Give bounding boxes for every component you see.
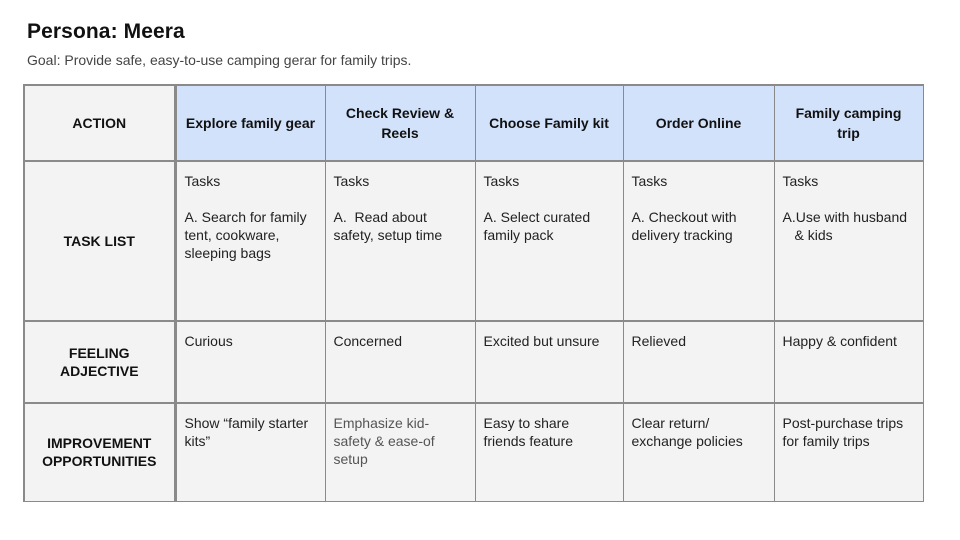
feeling-cell: Curious bbox=[175, 321, 325, 403]
action-row bbox=[24, 85, 923, 161]
stage-header: Explore family gear bbox=[175, 85, 325, 161]
row-header-improvement: IMPROVEMENT OPPORTUNITIES bbox=[24, 403, 175, 501]
task-item: A. Read about safety, setup time bbox=[333, 209, 443, 243]
task-item: A. Checkout with delivery tracking bbox=[631, 209, 737, 243]
task-cell bbox=[623, 161, 774, 321]
improvement-row bbox=[24, 403, 923, 501]
tasks-heading: Tasks bbox=[483, 173, 520, 189]
row-header-action: ACTION bbox=[24, 85, 175, 161]
tasks-heading: Tasks bbox=[782, 173, 819, 189]
tasks-heading: Tasks bbox=[631, 173, 668, 189]
stage-header: Family camping trip bbox=[774, 85, 923, 161]
feeling-cell: Concerned bbox=[325, 321, 475, 403]
row-header-feeling: FEELING ADJECTIVE bbox=[24, 321, 175, 403]
improvement-cell: Easy to share friends feature bbox=[475, 403, 623, 501]
feeling-cell: Excited but unsure bbox=[475, 321, 623, 403]
persona-title: Persona: Meera bbox=[27, 20, 185, 43]
feeling-row bbox=[24, 321, 923, 403]
task-cell bbox=[325, 161, 475, 321]
persona-goal: Goal: Provide safe, easy-to-use camping gerar for family trips. bbox=[27, 52, 412, 68]
task-cell bbox=[774, 161, 923, 321]
row-header-task-list: TASK LIST bbox=[24, 161, 175, 321]
improvement-cell: Post-purchase trips for family trips bbox=[774, 403, 923, 501]
task-item: A. Search for family tent, cookware, sleeping bags bbox=[184, 209, 307, 261]
task-item: A.Use with husband & kids bbox=[782, 209, 908, 243]
tasks-heading: Tasks bbox=[333, 173, 370, 189]
stage-header: Order Online bbox=[623, 85, 774, 161]
task-list-row bbox=[24, 161, 923, 321]
stage-header: Check Review & Reels bbox=[325, 85, 475, 161]
stage-header: Choose Family kit bbox=[475, 85, 623, 161]
tasks-heading: Tasks bbox=[184, 173, 221, 189]
improvement-cell: Clear return/ exchange policies bbox=[623, 403, 774, 501]
feeling-cell: Relieved bbox=[623, 321, 774, 403]
task-item: A. Select curated family pack bbox=[483, 209, 591, 243]
journey-map-table bbox=[23, 84, 924, 502]
feeling-cell: Happy & confident bbox=[774, 321, 923, 403]
improvement-cell: Emphasize kid-safety & ease-of setup bbox=[325, 403, 475, 501]
task-cell bbox=[175, 161, 325, 321]
improvement-cell: Show “family starter kits” bbox=[175, 403, 325, 501]
task-cell bbox=[475, 161, 623, 321]
